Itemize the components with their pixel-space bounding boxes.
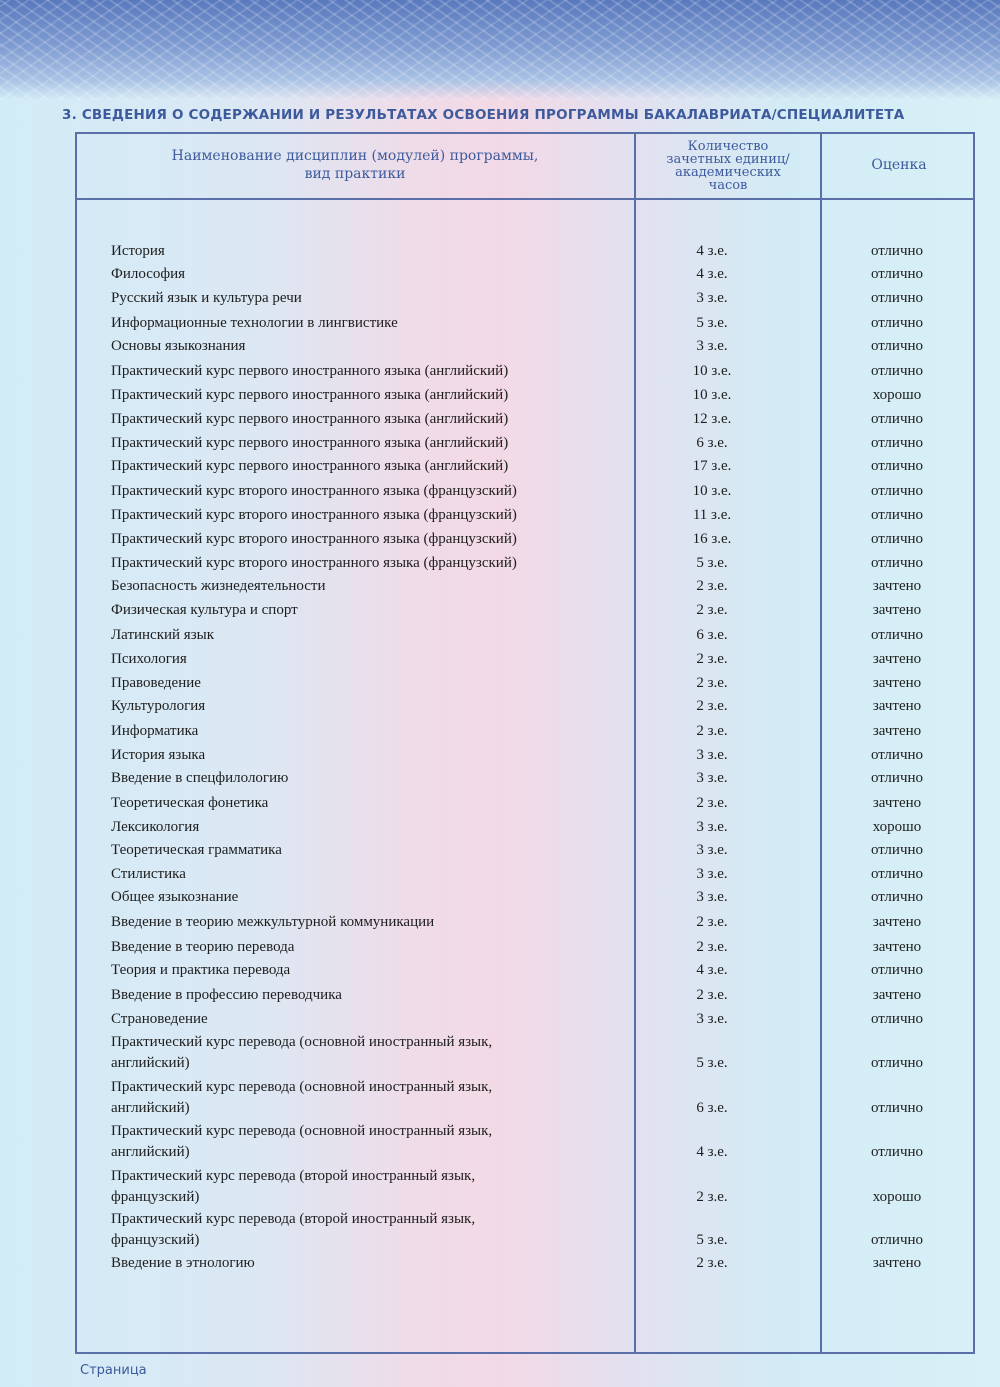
- credits-value: 3 з.е.: [696, 842, 728, 858]
- grade-value: отлично: [870, 1011, 924, 1027]
- discipline-name: Практический курс первого иностранного языка (английский): [111, 458, 509, 474]
- grade-value: отлично: [870, 555, 924, 571]
- grade-value: отлично: [870, 458, 924, 474]
- credits-value: 6 з.е.: [696, 627, 728, 643]
- discipline-name: Практический курс перевода (второй иностранный язык, французский): [111, 1168, 476, 1205]
- grade-value: отлично: [870, 435, 924, 451]
- discipline-name: Практический курс первого иностранного языка (английский): [111, 435, 509, 451]
- discipline-name: Введение в теорию межкультурной коммуникации: [111, 914, 435, 930]
- table-row: [75, 937, 975, 959]
- grade-value: отлично: [870, 315, 924, 331]
- discipline-name: Практический курс первого иностранного языка (английский): [111, 363, 509, 379]
- grade-value: отлично: [870, 962, 924, 978]
- grade-value: зачтено: [872, 675, 922, 691]
- credits-value: 11 з.е.: [692, 507, 732, 523]
- section-title: 3. СВЕДЕНИЯ О СОДЕРЖАНИИ И РЕЗУЛЬТАТАХ ОСВОЕНИЯ ПРОГРАММЫ БАКАЛАВРИАТА/СПЕЦИАЛИТЕТА: [62, 107, 905, 123]
- table-row: [75, 1121, 975, 1160]
- column-header-grade: Оценка: [871, 157, 927, 173]
- grade-value: отлично: [870, 627, 924, 643]
- table-row: [75, 313, 975, 335]
- grade-value: отлично: [870, 507, 924, 523]
- credits-value: 17 з.е.: [692, 458, 732, 474]
- credits-value: 2 з.е.: [696, 723, 728, 739]
- grade-value: зачтено: [872, 578, 922, 594]
- grade-value: отлично: [870, 483, 924, 499]
- discipline-name: Стилистика: [111, 866, 186, 882]
- discipline-name: Практический курс перевода (основной иностранный язык, английский): [111, 1034, 493, 1071]
- table-row: [75, 1166, 975, 1205]
- page-label: Страница: [80, 1363, 147, 1378]
- grade-value: зачтено: [872, 795, 922, 811]
- table-row: [75, 768, 975, 790]
- credits-value: 2 з.е.: [696, 698, 728, 714]
- credits-value: 4 з.е.: [696, 962, 728, 978]
- table-row: [75, 1077, 975, 1116]
- column-header-credits: Количество зачетных единиц/ академических часов: [666, 139, 790, 193]
- discipline-name: Культурология: [111, 698, 206, 714]
- grade-value: отлично: [870, 338, 924, 354]
- table-row: [75, 600, 975, 622]
- credits-value: 2 з.е.: [696, 578, 728, 594]
- table-row: [75, 721, 975, 743]
- credits-value: 12 з.е.: [692, 411, 732, 427]
- column-header-discipline: Наименование дисциплин (модулей) программы, вид практики: [171, 148, 539, 182]
- grade-value: хорошо: [872, 819, 922, 835]
- grade-value: отлично: [870, 411, 924, 427]
- grade-value: зачтено: [872, 602, 922, 618]
- credits-value: 10 з.е.: [692, 363, 732, 379]
- table-row: [75, 696, 975, 718]
- discipline-name: Основы языкознания: [111, 338, 246, 354]
- discipline-name: Правоведение: [111, 675, 201, 691]
- grade-value: хорошо: [872, 1189, 922, 1205]
- table-row: [75, 887, 975, 909]
- discipline-name: Практический курс первого иностранного языка (английский): [111, 387, 509, 403]
- table-row: [75, 409, 975, 431]
- table-row: [75, 1009, 975, 1031]
- grade-value: отлично: [870, 243, 924, 259]
- table-row: [75, 241, 975, 263]
- table-row: [75, 1209, 975, 1248]
- table-row: [75, 985, 975, 1007]
- credits-value: 3 з.е.: [696, 338, 728, 354]
- grade-value: отлично: [870, 363, 924, 379]
- table-row: [75, 1253, 975, 1275]
- credits-value: 2 з.е.: [696, 1189, 728, 1205]
- grade-value: отлично: [870, 1232, 924, 1248]
- grade-value: отлично: [870, 842, 924, 858]
- discipline-name: Практический курс перевода (второй иностранный язык, французский): [111, 1211, 476, 1248]
- table-row: [75, 576, 975, 598]
- credits-value: 4 з.е.: [696, 266, 728, 282]
- discipline-name: Введение в этнологию: [111, 1255, 255, 1271]
- credits-value: 4 з.е.: [696, 1144, 728, 1160]
- grade-value: отлично: [870, 266, 924, 282]
- discipline-name: Физическая культура и спорт: [111, 602, 298, 618]
- discipline-name: Теоретическая грамматика: [111, 842, 282, 858]
- discipline-name: Практический курс первого иностранного языка (английский): [111, 411, 509, 427]
- discipline-name: Практический курс второго иностранного языка (французский): [111, 555, 517, 571]
- table-row: [75, 336, 975, 358]
- discipline-name: История языка: [111, 747, 206, 763]
- credits-value: 5 з.е.: [696, 555, 728, 571]
- grade-value: отлично: [870, 866, 924, 882]
- table-row: [75, 793, 975, 815]
- credits-value: 3 з.е.: [696, 1011, 728, 1027]
- grade-value: отлично: [870, 1144, 924, 1160]
- table-row: [75, 385, 975, 407]
- table-row: [75, 456, 975, 478]
- discipline-name: Практический курс второго иностранного языка (французский): [111, 507, 517, 523]
- table-row: [75, 361, 975, 383]
- table-row: [75, 288, 975, 310]
- credits-value: 3 з.е.: [696, 889, 728, 905]
- grade-value: отлично: [870, 770, 924, 786]
- discipline-name: Теория и практика перевода: [111, 962, 291, 978]
- credits-value: 2 з.е.: [696, 651, 728, 667]
- grade-value: зачтено: [872, 939, 922, 955]
- credits-value: 3 з.е.: [696, 770, 728, 786]
- credits-value: 2 з.е.: [696, 1255, 728, 1271]
- credits-value: 2 з.е.: [696, 795, 728, 811]
- table-row: [75, 481, 975, 503]
- discipline-name: Практический курс второго иностранного языка (французский): [111, 531, 517, 547]
- table-row: [75, 625, 975, 647]
- credits-value: 5 з.е.: [696, 1232, 728, 1248]
- discipline-name: Русский язык и культура речи: [111, 290, 302, 306]
- credits-value: 2 з.е.: [696, 939, 728, 955]
- table-row: [75, 840, 975, 862]
- table-row: [75, 264, 975, 286]
- discipline-name: Введение в профессию переводчика: [111, 987, 342, 1003]
- table-row: [75, 960, 975, 982]
- credits-value: 3 з.е.: [696, 866, 728, 882]
- discipline-name: Введение в спецфилологию: [111, 770, 289, 786]
- table-row: [75, 912, 975, 934]
- discipline-name: Теоретическая фонетика: [111, 795, 269, 811]
- credits-value: 2 з.е.: [696, 675, 728, 691]
- table-row: [75, 1032, 975, 1071]
- grade-value: зачтено: [872, 1255, 922, 1271]
- credits-value: 10 з.е.: [692, 483, 732, 499]
- table-row: [75, 433, 975, 455]
- discipline-name: Психология: [111, 651, 187, 667]
- table-row: [75, 553, 975, 575]
- credits-value: 6 з.е.: [696, 435, 728, 451]
- grade-value: зачтено: [872, 698, 922, 714]
- table-row: [75, 649, 975, 671]
- discipline-name: Философия: [111, 266, 186, 282]
- table-row: [75, 505, 975, 527]
- discipline-name: Безопасность жизнедеятельности: [111, 578, 326, 594]
- discipline-name: Лексикология: [111, 819, 200, 835]
- discipline-name: Практический курс перевода (основной иностранный язык, английский): [111, 1123, 493, 1160]
- discipline-name: Латинский язык: [111, 627, 214, 643]
- grade-value: отлично: [870, 531, 924, 547]
- credits-value: 3 з.е.: [696, 290, 728, 306]
- credits-value: 2 з.е.: [696, 602, 728, 618]
- credits-value: 2 з.е.: [696, 914, 728, 930]
- table-row: [75, 864, 975, 886]
- grade-value: отлично: [870, 747, 924, 763]
- grade-value: зачтено: [872, 651, 922, 667]
- credits-value: 3 з.е.: [696, 747, 728, 763]
- grade-value: зачтено: [872, 723, 922, 739]
- discipline-name: Информационные технологии в лингвистике: [111, 315, 398, 331]
- table-row: [75, 745, 975, 767]
- table-row: [75, 529, 975, 551]
- discipline-name: Страноведение: [111, 1011, 208, 1027]
- credits-value: 3 з.е.: [696, 819, 728, 835]
- grade-value: зачтено: [872, 987, 922, 1003]
- discipline-name: Введение в теорию перевода: [111, 939, 295, 955]
- credits-value: 2 з.е.: [696, 987, 728, 1003]
- discipline-name: История: [111, 243, 165, 259]
- grade-value: отлично: [870, 889, 924, 905]
- table-row: [75, 817, 975, 839]
- credits-value: 16 з.е.: [692, 531, 732, 547]
- credits-value: 10 з.е.: [692, 387, 732, 403]
- discipline-name: Практический курс перевода (основной иностранный язык, английский): [111, 1079, 493, 1116]
- grade-value: отлично: [870, 1100, 924, 1116]
- discipline-name: Общее языкознание: [111, 889, 239, 905]
- credits-value: 4 з.е.: [696, 243, 728, 259]
- credits-value: 5 з.е.: [696, 1055, 728, 1071]
- grade-value: отлично: [870, 1055, 924, 1071]
- credits-value: 6 з.е.: [696, 1100, 728, 1116]
- grade-value: зачтено: [872, 914, 922, 930]
- grade-value: хорошо: [872, 387, 922, 403]
- guilloche-band: [0, 0, 1000, 100]
- credits-value: 5 з.е.: [696, 315, 728, 331]
- table-row: [75, 673, 975, 695]
- discipline-name: Информатика: [111, 723, 199, 739]
- grade-value: отлично: [870, 290, 924, 306]
- header-divider: [75, 198, 975, 200]
- discipline-name: Практический курс второго иностранного языка (французский): [111, 483, 517, 499]
